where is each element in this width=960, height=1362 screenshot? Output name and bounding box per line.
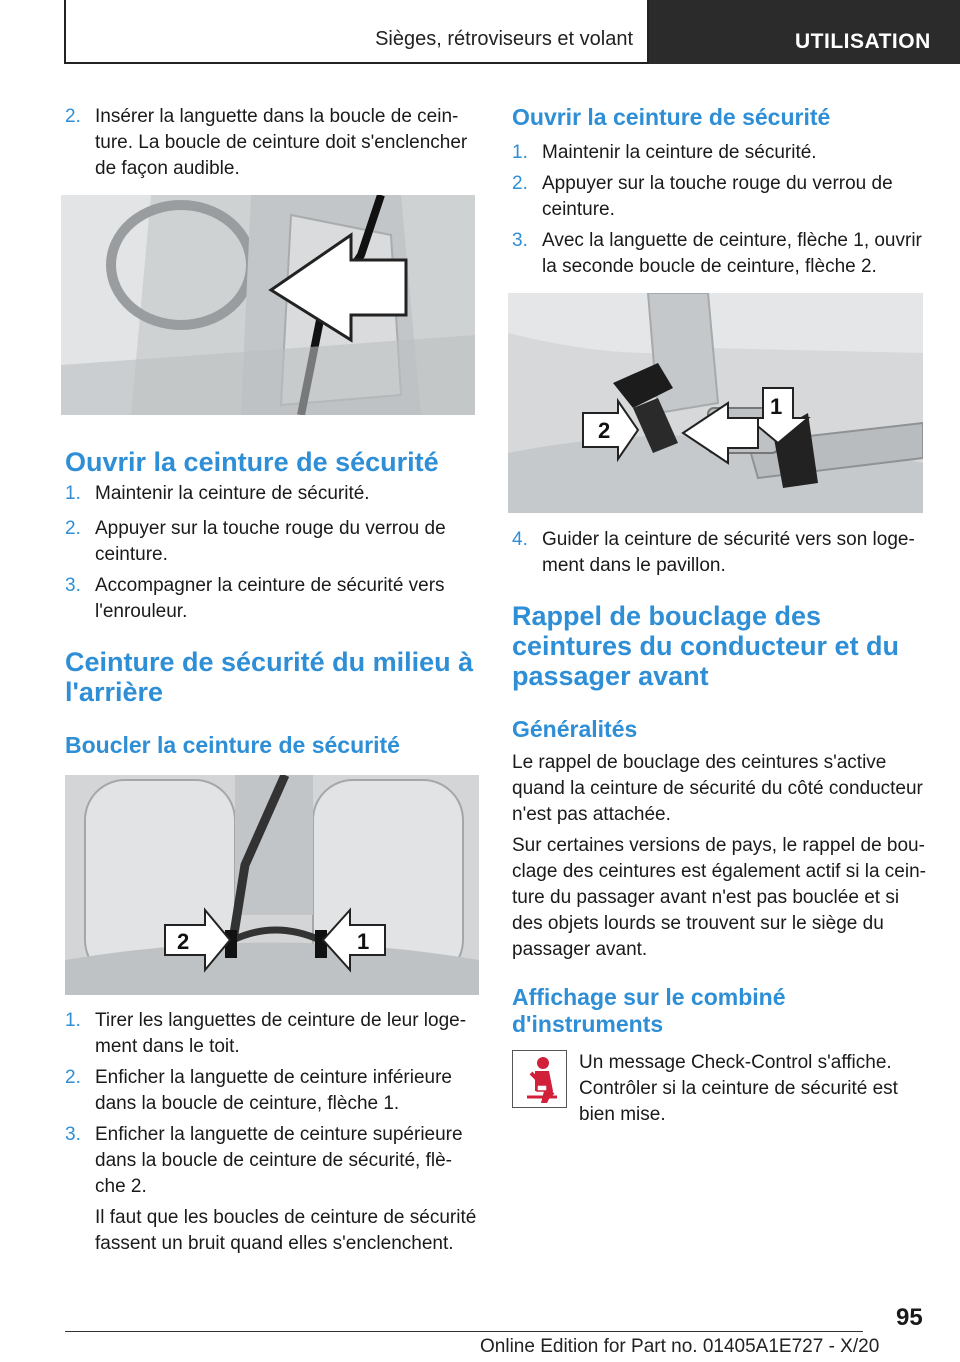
heading-line: Rappel de bouclage des [512, 601, 822, 631]
step-text [95, 516, 446, 568]
step-line: Appuyer sur la touche rouge du verrou de [95, 518, 446, 539]
step-line: Accompagner la ceinture de sécurité vers [95, 575, 445, 596]
paragraph-line: Sur certaines versions de pays, le rappel de bou- [512, 835, 925, 856]
step-text [95, 104, 467, 182]
step-line: Guider la ceinture de sécurité vers son loge- [542, 529, 915, 550]
step-text [95, 1065, 452, 1117]
heading-line: l'arrière [65, 677, 163, 707]
figure-callout-2: 2 [177, 929, 190, 954]
section-title: Sièges, rétroviseurs et volant [375, 28, 633, 50]
seatbelt-front-illustration [61, 195, 475, 415]
fasten-note [95, 1205, 485, 1257]
step-line: ceinture. [95, 544, 168, 565]
step-text [95, 1008, 466, 1060]
step-line: la seconde boucle de ceinture, flèche 2. [542, 256, 877, 277]
step-text [95, 573, 445, 625]
heading-line: Ceinture de sécurité du milieu à [65, 647, 474, 677]
step-number: 2. [65, 518, 81, 539]
step-number: 3. [65, 575, 81, 596]
chapter-tab [649, 0, 960, 64]
section-title-box [64, 0, 649, 64]
step-line: dans la boucle de ceinture, flèche 1. [95, 1093, 400, 1114]
step-text [542, 228, 922, 280]
figure-callout-1: 1 [357, 929, 370, 954]
heading-belt-reminder [512, 601, 899, 691]
paragraph-line: clage des ceintures est également actif si la cein- [512, 861, 926, 882]
paragraph-line: Contrôler si la ceinture de sécurité est [579, 1078, 898, 1099]
paragraph-line: ture du passager avant n'est pas bouclée et si [512, 887, 900, 908]
step-number: 1. [512, 142, 528, 163]
heading-open-belt-left: Ouvrir la ceinture de sécurité [65, 447, 439, 477]
footer-divider [65, 1331, 863, 1332]
paragraph-line: Le rappel de bouclage des ceintures s'active [512, 752, 887, 773]
step-text [542, 140, 817, 166]
seatbelt-warning-icon [512, 1050, 567, 1108]
step-text [95, 481, 370, 507]
figure-buckle-detail [508, 293, 923, 513]
step-text [542, 171, 893, 223]
step-number: 1. [65, 1010, 81, 1031]
chapter-title: UTILISATION [795, 30, 931, 53]
step-line: Avec la languette de ceinture, flèche 1, ouvrir [542, 230, 922, 251]
figure-seatbelt-rear-middle [65, 775, 479, 995]
paragraph-line: quand la ceinture de sécurité du côté conducteur [512, 778, 923, 799]
step-number: 1. [65, 483, 81, 504]
page-header [64, 0, 960, 64]
edition-footer: Online Edition for Part no. 01405A1E727 - X/20 [480, 1336, 880, 1357]
step-line: Tirer les languettes de ceinture de leur loge- [95, 1010, 467, 1031]
step-line: Enficher la languette de ceinture inférieure [95, 1067, 453, 1088]
step-text [95, 1122, 463, 1200]
general-paragraph-1 [512, 750, 932, 828]
step-line: Enficher la languette de ceinture supérieure [95, 1124, 463, 1145]
heading-instrument-display [512, 984, 786, 1038]
step-line: Maintenir la ceinture de sécurité. [95, 483, 370, 504]
general-paragraph-2 [512, 833, 932, 963]
step-line: Maintenir la ceinture de sécurité. [542, 142, 817, 163]
note-line: Il faut que les boucles de ceinture de sécurité [95, 1207, 477, 1228]
paragraph-line: passager avant. [512, 939, 648, 960]
seatbelt-rear-illustration [65, 775, 479, 995]
step-number: 2. [65, 1067, 81, 1088]
paragraph-line: des objets lourds se trouvent sur le siège du [512, 913, 884, 934]
page-number: 95 [896, 1304, 923, 1331]
heading-line: Affichage sur le combiné [512, 984, 786, 1010]
step-line: ture. La boucle de ceinture doit s'enclencher [95, 132, 468, 153]
heading-line: ceintures du conducteur et du [512, 631, 900, 661]
paragraph-line: Un message Check-Control s'affiche. [579, 1052, 892, 1073]
paragraph-line: n'est pas attachée. [512, 804, 671, 825]
heading-middle-belt [65, 647, 473, 707]
heading-open-belt-right: Ouvrir la ceinture de sécurité [512, 104, 831, 130]
step-line: ceinture. [542, 199, 615, 220]
step-number: 2. [65, 106, 81, 127]
figure-callout-1: 1 [770, 394, 783, 419]
paragraph-line: bien mise. [579, 1104, 666, 1125]
heading-line: d'instruments [512, 1011, 664, 1037]
step-line: Insérer la languette dans la boucle de cein- [95, 106, 459, 127]
step-line: che 2. [95, 1176, 147, 1197]
heading-fasten-belt: Boucler la ceinture de sécurité [65, 732, 400, 758]
step-number: 4. [512, 529, 528, 550]
step-number: 3. [512, 230, 528, 251]
step-line: ment dans le pavillon. [542, 555, 726, 576]
seatbelt-warning-symbol [513, 1051, 568, 1109]
figure-seatbelt-front [61, 195, 475, 415]
note-line: fassent un bruit quand elles s'enclenchent. [95, 1233, 454, 1254]
step-line: de façon audible. [95, 158, 240, 179]
heading-line: passager avant [512, 661, 709, 691]
step-line: l'enrouleur. [95, 601, 188, 622]
figure-callout-2: 2 [598, 418, 611, 443]
step-line: Appuyer sur la touche rouge du verrou de [542, 173, 893, 194]
display-text [579, 1050, 934, 1128]
step-line: dans la boucle de ceinture de sécurité, flè- [95, 1150, 452, 1171]
step-line: ment dans le toit. [95, 1036, 240, 1057]
step-number: 2. [512, 173, 528, 194]
buckle-detail-illustration [508, 293, 923, 513]
step-text [542, 527, 915, 579]
heading-general: Généralités [512, 716, 638, 742]
step-number: 3. [65, 1124, 81, 1145]
